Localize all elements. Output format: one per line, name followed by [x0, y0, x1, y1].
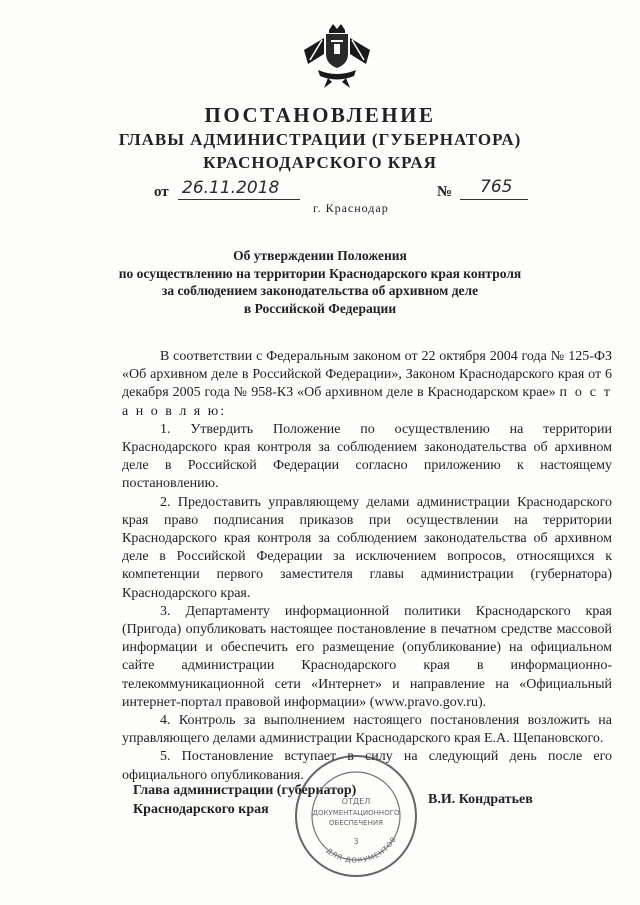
signatory-position-line: Краснодарского края	[133, 802, 269, 817]
resolve-word: п о с т а н о в л я ю:	[122, 385, 613, 419]
number-value: 765	[480, 177, 513, 197]
stamp-bottom-text: ДЛЯ ДОКУМЕНТОВ	[324, 835, 399, 865]
issuer-heading-line-2: КРАСНОДАРСКОГО КРАЯ	[203, 153, 437, 172]
body-paragraph: 4. Контроль за выполнением настоящего постановления возложить на управляющего делами администрации Краснодарского края Е.А. Щепановского.	[122, 713, 612, 747]
stamp-text-line: ДОКУМЕНТАЦИОННОГО	[312, 809, 400, 817]
signatory-name: В.И. Кондратьев	[428, 792, 533, 807]
krasnodar-coat-of-arms-icon	[298, 20, 376, 90]
issuer-heading-line-1: ГЛАВЫ АДМИНИСТРАЦИИ (ГУБЕРНАТОРА)	[118, 130, 522, 149]
stamp-text-line: ОБЕСПЕЧЕНИЯ	[329, 819, 383, 827]
date-value: 26.11.2018	[182, 178, 280, 198]
preamble-paragraph	[122, 348, 612, 421]
number-underline	[460, 199, 528, 200]
signatory-position-line: Глава администрации (губернатор)	[133, 783, 357, 798]
body-paragraph: 5. Постановление вступает в силу на следующий день после его официального опубликования.	[122, 749, 612, 783]
document-title-line: за соблюдением законодательства об архивном деле	[161, 283, 479, 298]
date-label: от	[154, 184, 169, 200]
stamp-number: 3	[353, 837, 359, 846]
date-underline	[178, 199, 300, 200]
document-title-line: по осуществлению на территории Краснодарского края контроля	[118, 265, 522, 281]
document-title-line: в Российской Федерации	[243, 300, 397, 316]
document-title-line: Об утверждении Положения	[233, 248, 407, 263]
preamble-text: В соответствии с Федеральным законом от 22 октября 2004 года № 125-ФЗ «Об архивном деле в Российской Федерации», Законом Краснодарского края от 6 декабря 2005 года № 958-КЗ «Об архивном деле в Краснодарском крае»	[122, 349, 612, 401]
body-paragraph: 1. Утвердить Положение по осуществлению на территории Краснодарского края контроля за соблюдением законодательства об архивном деле в Российской Федерации согласно приложению к настоящему постановлению.	[122, 421, 612, 492]
body-paragraph: 3. Департаменту информационной политики Краснодарского края (Пригода) опубликовать настоящее постановление в печатном средстве массовой информации и обеспечить его размещение (опубликование) на официальном сайте администрации Краснодарского края в информационно-телекоммуникационной сети «Интернет» и направление на «Официальный интернет-портал правовой информации» (www.pravo.gov.ru).	[122, 603, 612, 710]
svg-text:ДЛЯ ДОКУМЕНТОВ	[325, 835, 399, 865]
stamp-text-line: ОТДЕЛ	[341, 797, 371, 806]
document-type-heading: ПОСТАНОВЛЕНИЕ	[204, 103, 436, 127]
document-title	[0, 247, 640, 317]
document-body	[122, 348, 612, 785]
body-paragraph: 2. Предоставить управляющему делами администрации Краснодарского края право подписания приказов при осуществлении на территории Краснодарского края контроля за соблюдением законодательства об архивном деле в Российской Федерации за исключением вопросов, относящихся к компетенции первого заместителя главы администрации (губернатора) Краснодарского края.	[122, 494, 612, 601]
city-label: г. Краснодар	[313, 201, 389, 215]
number-label: №	[437, 184, 453, 200]
official-stamp	[292, 752, 420, 880]
